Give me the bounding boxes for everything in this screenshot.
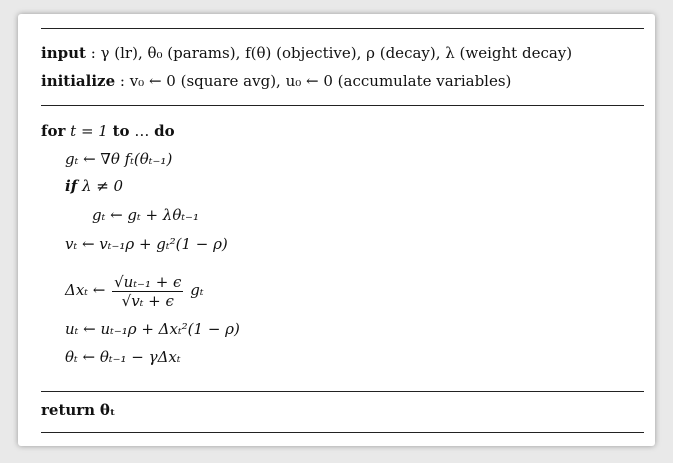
delta-x-denominator: √vₜ + ϵ	[121, 291, 174, 310]
do-keyword: do	[154, 122, 175, 140]
initialize-keyword: initialize	[41, 72, 116, 90]
initialize-line	[41, 71, 511, 91]
top-rule	[41, 28, 644, 29]
if-line	[65, 176, 123, 196]
input-line	[41, 43, 572, 63]
for-keyword: for	[41, 122, 66, 140]
weight-decay-line: gₜ ← gₜ + λθₜ₋₁	[92, 206, 199, 224]
return-line	[41, 400, 115, 420]
square-avg-line: vₜ ← vₜ₋₁ρ + gₜ²(1 − ρ)	[65, 235, 228, 253]
theta-update-line: θₜ ← θₜ₋₁ − γΔxₜ	[65, 348, 181, 366]
return-keyword: return	[41, 401, 96, 419]
algorithm-card	[18, 14, 655, 446]
delta-x-numerator: √uₜ₋₁ + ϵ	[114, 272, 182, 291]
for-line	[41, 121, 175, 141]
bottom-rule	[41, 432, 644, 433]
for-ellipsis: …	[134, 122, 150, 140]
footer-rule	[41, 391, 644, 392]
if-condition: λ ≠ 0	[81, 177, 124, 195]
if-keyword: if	[65, 177, 78, 195]
delta-x-line	[65, 270, 204, 310]
input-keyword: input	[41, 44, 86, 62]
input-text: : γ (lr), θ₀ (params), f(θ) (objective), ρ (decay), λ (weight decay)	[90, 44, 573, 62]
to-keyword: to	[112, 122, 130, 140]
delta-x-fraction	[112, 273, 183, 310]
gradient-line: gₜ ← ∇θ fₜ(θₜ₋₁)	[65, 150, 173, 168]
delta-x-lhs: Δxₜ ←	[65, 281, 106, 299]
delta-x-tail: gₜ	[190, 281, 204, 299]
return-value: θₜ	[99, 401, 116, 419]
accumulate-line: uₜ ← uₜ₋₁ρ + Δxₜ²(1 − ρ)	[65, 320, 240, 338]
header-rule	[41, 105, 644, 106]
for-range: t = 1	[70, 122, 108, 140]
initialize-text: : v₀ ← 0 (square avg), u₀ ← 0 (accumulate variables)	[119, 72, 512, 90]
